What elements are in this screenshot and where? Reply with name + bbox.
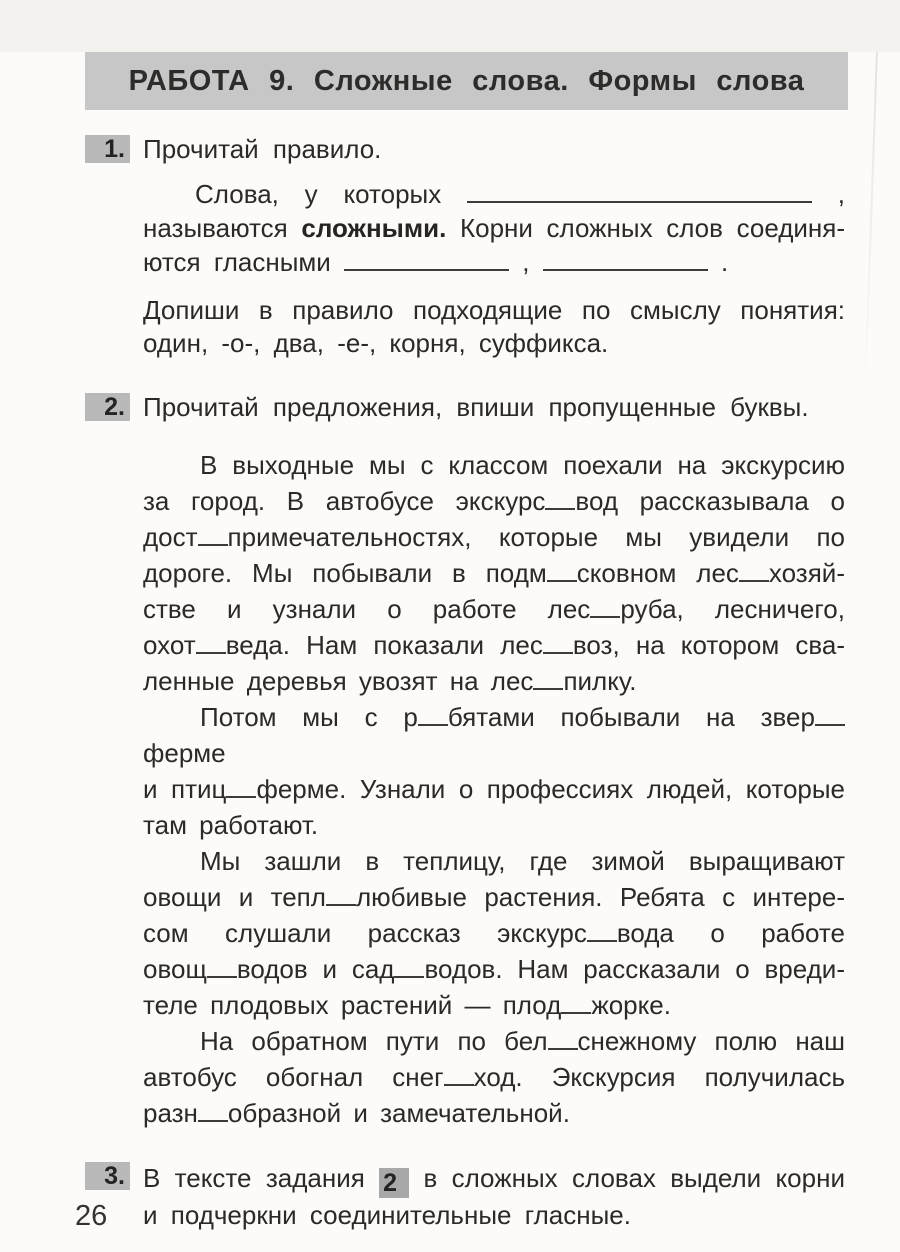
text-line: там работают. bbox=[143, 810, 319, 840]
fill-in-blank bbox=[207, 963, 237, 978]
rule-line: называются сложными. Корни сложных слов соединя- bbox=[143, 213, 846, 243]
lesson-title: РАБОТА 9. Сложные слова. Формы слова bbox=[128, 64, 805, 97]
fill-in-blank bbox=[587, 927, 617, 942]
fill-in-blank bbox=[590, 603, 620, 618]
text-line: сом слушали рассказ экскурс вода о работе bbox=[143, 918, 845, 948]
text-line: охот веда. Нам показали лес воз, на котором сва- bbox=[143, 630, 846, 660]
fill-in-blank bbox=[196, 639, 226, 654]
text-line: стве и узнали о работе лес руба, лесничего, bbox=[143, 594, 845, 624]
rule-line: ются гласными , . bbox=[143, 247, 729, 277]
text-line: На обратном пути по бел снежному полю наш bbox=[200, 1026, 845, 1056]
text-line: и птиц ферме. Узнали о профессиях людей, которые bbox=[143, 774, 846, 804]
task-1-heading: Прочитай правило. bbox=[143, 134, 382, 164]
scan-artifact bbox=[864, 52, 878, 392]
lesson-header-bar bbox=[85, 52, 848, 110]
task-3-content bbox=[130, 1161, 845, 1233]
text-line: овощ водов и сад водов. Нам рассказали о вреди- bbox=[143, 954, 845, 984]
task-3-line: В тексте задания 2 в сложных словах выдели корни bbox=[143, 1163, 845, 1197]
text-line: Мы зашли в теплицу, где зимой выращивают bbox=[200, 846, 845, 876]
fill-in-blank bbox=[533, 675, 563, 690]
task-1-content bbox=[130, 134, 845, 360]
task-2-content bbox=[130, 392, 845, 1131]
task-2-text bbox=[143, 447, 845, 1131]
task-2-heading: Прочитай предложения, впиши пропущенные буквы. bbox=[143, 392, 809, 422]
fill-in-blank bbox=[198, 1107, 228, 1122]
task-1-note bbox=[143, 294, 845, 360]
fill-in-blank bbox=[226, 783, 256, 798]
fill-in-blank bbox=[547, 567, 577, 582]
fill-in-blank bbox=[326, 891, 356, 906]
text-line: теле плодовых растений — плод жорке. bbox=[143, 990, 671, 1020]
fill-in-blank bbox=[444, 1071, 474, 1086]
fill-in-blank bbox=[467, 188, 812, 203]
text-line: автобус обогнал снег ход. Экскурсия получилась bbox=[143, 1062, 845, 1092]
text-line: Потом мы с р бятами побывали на зверферме bbox=[143, 699, 845, 771]
fill-in-blank bbox=[561, 999, 591, 1014]
fill-in-blank bbox=[815, 711, 845, 726]
fill-in-blank bbox=[739, 567, 769, 582]
note-line: один, -о-, два, -е-, корня, суффикса. bbox=[143, 328, 609, 358]
text-line: ленные деревья увозят на лес пилку. bbox=[143, 666, 637, 696]
task-1-rule bbox=[143, 177, 845, 279]
task-1-number: 1. bbox=[85, 135, 130, 163]
text-line: разн образной и замечательной. bbox=[143, 1098, 570, 1128]
text-line: дороге. Мы побывали в подм сковном лес хозяй- bbox=[143, 558, 845, 588]
text-line: за город. В автобусе экскурс вод рассказывала о bbox=[143, 486, 845, 516]
fill-in-blank bbox=[543, 639, 573, 654]
text-line: дост примечательностях, которые мы увидели по bbox=[143, 522, 845, 552]
text-line: овощи и тепл любивые растения. Ребята с интере- bbox=[143, 882, 845, 912]
note-line: Допиши в правило подходящие по смыслу понятия: bbox=[143, 295, 845, 325]
task-2 bbox=[85, 392, 845, 1131]
task-2-reference-badge: 2 bbox=[379, 1168, 409, 1198]
task-3 bbox=[85, 1161, 845, 1233]
text-line: В выходные мы с классом поехали на экскурсию bbox=[200, 450, 845, 480]
task-3-line: и подчеркни соединительные гласные. bbox=[143, 1200, 631, 1230]
fill-in-blank bbox=[418, 711, 448, 726]
page-number: 26 bbox=[75, 1200, 108, 1232]
fill-in-blank bbox=[394, 963, 424, 978]
task-2-number: 2. bbox=[85, 393, 130, 421]
task-3-number: 3. bbox=[85, 1162, 130, 1190]
fill-in-blank bbox=[344, 256, 509, 271]
task-1 bbox=[85, 134, 845, 360]
fill-in-blank bbox=[548, 1035, 578, 1050]
fill-in-blank bbox=[198, 531, 228, 546]
fill-in-blank bbox=[545, 495, 575, 510]
rule-line: Слова, у которых , bbox=[195, 179, 845, 209]
fill-in-blank bbox=[543, 256, 708, 271]
workbook-page bbox=[0, 52, 900, 1252]
